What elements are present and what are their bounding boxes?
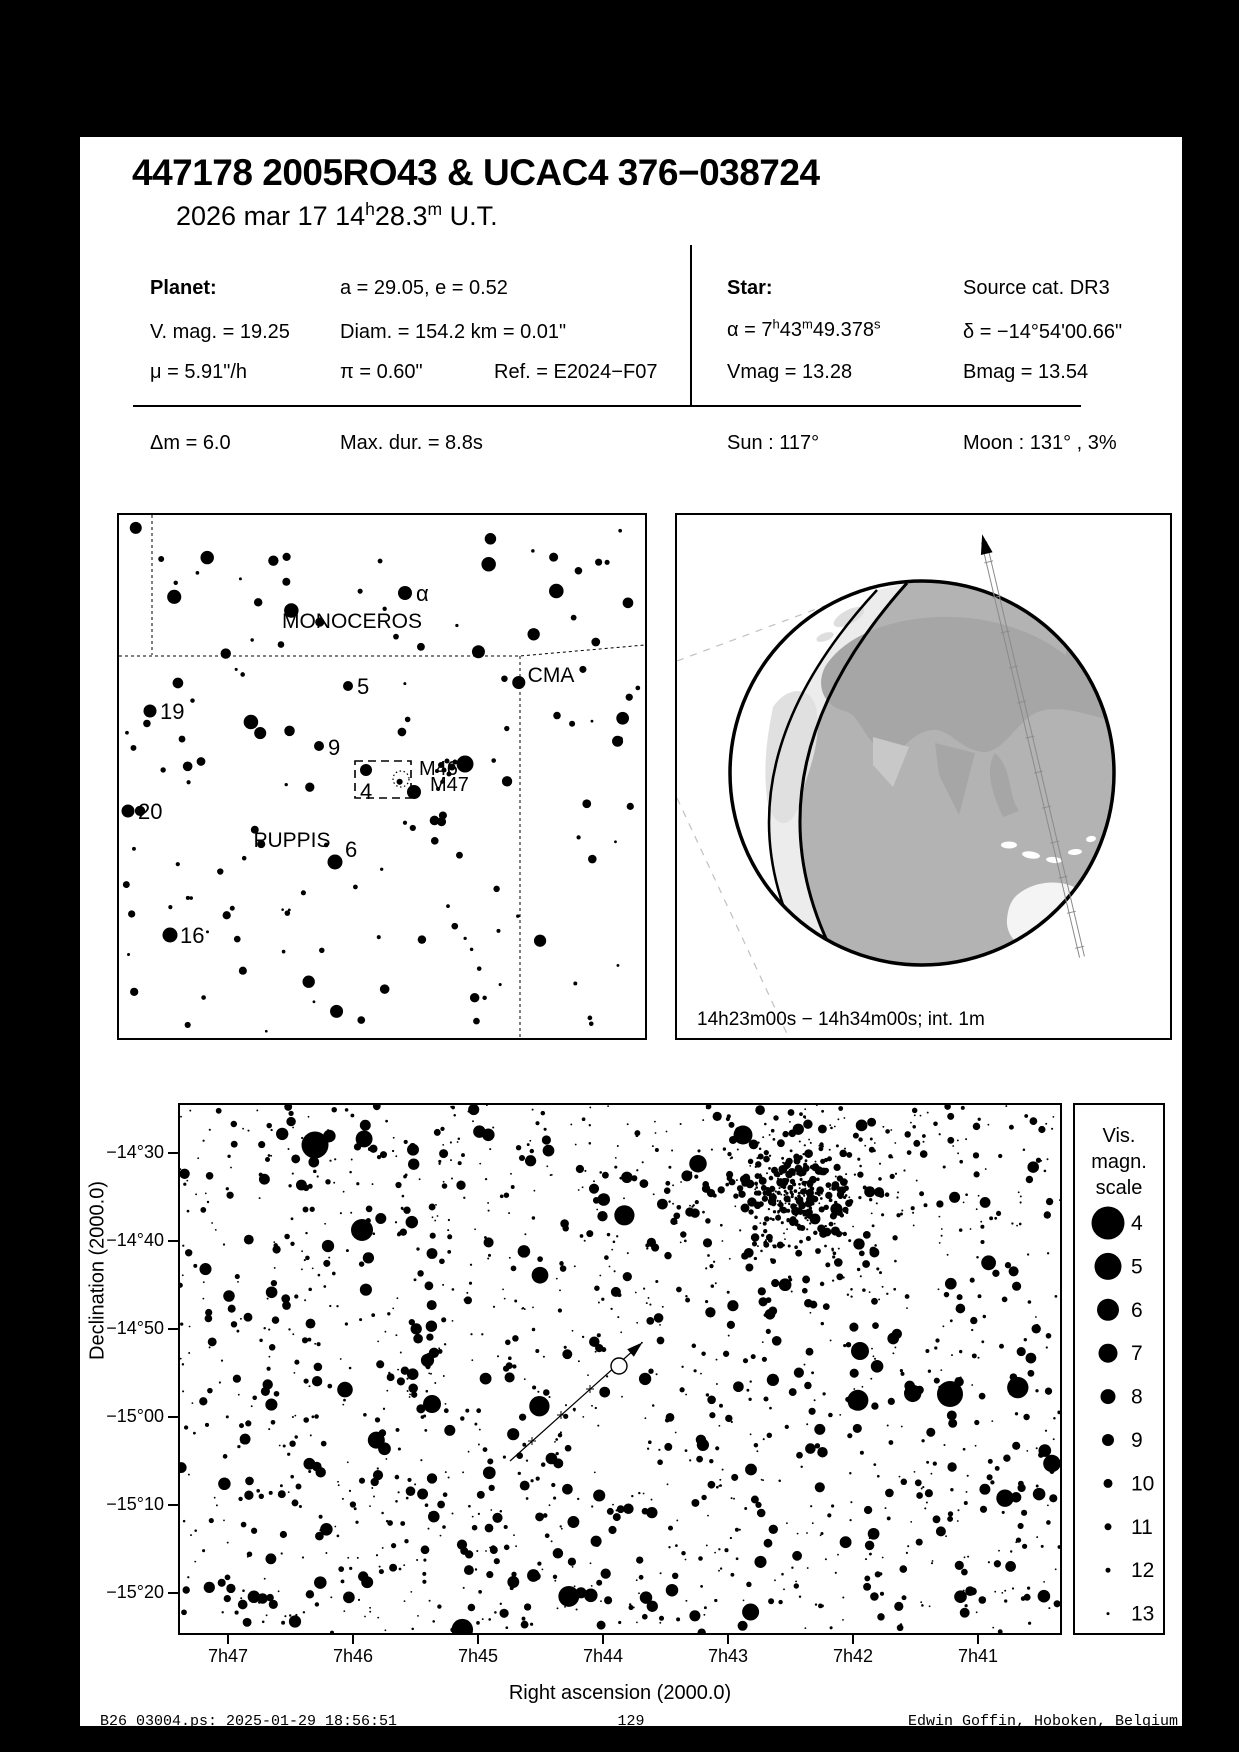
ra-h-sup: h	[772, 316, 780, 332]
x-tick-mark	[727, 1635, 729, 1644]
legend-mag-label: 13	[1131, 1602, 1155, 1626]
event-delta-m: Δm = 6.0	[150, 432, 231, 454]
globe-map	[677, 515, 1170, 1038]
page-title: 447178 2005RO43 & UCAC4 376−038724	[132, 152, 820, 193]
legend-mag-label: 7	[1131, 1342, 1143, 1366]
minute-superscript: m	[427, 199, 443, 219]
m46-cluster-symbol	[393, 771, 409, 787]
event-sun-elongation: Sun : 117°	[727, 432, 820, 454]
planet-orbit: a = 29.05, e = 0.52	[340, 277, 508, 299]
named-star	[144, 705, 157, 718]
star-vmag: Vmag = 13.28	[727, 361, 853, 383]
x-tick-mark	[852, 1635, 854, 1644]
path-direction-arrow	[981, 534, 993, 555]
finder-chart-box	[117, 513, 647, 1040]
legend-dot	[1104, 1479, 1113, 1488]
y-axis-title: Declination (2000.0)	[86, 1181, 109, 1360]
x-tick-label: 7h41	[957, 1646, 999, 1666]
finder-star-label: 6	[345, 837, 358, 862]
minute-text: 28.3	[374, 201, 428, 231]
ra-min: 43	[779, 319, 802, 341]
legend-title-line1: Vis.	[1102, 1125, 1136, 1147]
globe-box	[675, 513, 1172, 1040]
star-dec: δ = −14°54'00.66"	[963, 321, 1123, 343]
legend-mag-label: 11	[1131, 1515, 1153, 1539]
legend-dot	[1092, 1207, 1125, 1240]
y-tick-mark	[168, 1592, 179, 1594]
event-moon-elongation: Moon : 131° , 3%	[963, 432, 1117, 454]
y-tick-label: −14°50	[106, 1318, 164, 1338]
finder-chart	[119, 515, 645, 1038]
x-tick-label: 7h42	[832, 1646, 874, 1666]
event-datetime	[176, 201, 498, 232]
y-tick-label: −15°00	[106, 1406, 164, 1426]
globe-time-caption: 14h23m00s − 14h34m00s; int. 1m	[697, 1009, 985, 1030]
planet-mu: μ = 5.91"/h	[150, 361, 248, 383]
ut-text: U.T.	[442, 201, 498, 231]
landmass	[1001, 842, 1017, 849]
y-tick-mark	[168, 1152, 179, 1154]
magnitude-legend-box	[1073, 1103, 1165, 1635]
footer-author: Edwin Goffin, Hoboken, Belgium	[907, 1713, 1178, 1730]
info-divider	[690, 245, 692, 405]
page-background	[80, 137, 1182, 1730]
finder-star-label: 19	[160, 699, 185, 724]
y-tick-mark	[168, 1416, 179, 1418]
event-max-duration: Max. dur. = 8.8s	[340, 432, 483, 454]
named-star	[343, 681, 353, 691]
star-source-catalog: Source cat. DR3	[963, 277, 1110, 299]
y-tick-label: −15°10	[106, 1494, 164, 1514]
x-axis-title: Right ascension (2000.0)	[508, 1682, 732, 1704]
named-star	[398, 586, 412, 600]
legend-dot	[1106, 1568, 1111, 1573]
x-tick-mark	[602, 1635, 604, 1644]
planet-ref: Ref. = E2024−F07	[494, 361, 658, 383]
legend-title-line2: magn.	[1091, 1151, 1147, 1173]
y-tick-mark	[168, 1328, 179, 1330]
x-tick-label: 7h47	[207, 1646, 249, 1666]
legend-mag-label: 9	[1131, 1429, 1143, 1452]
ra-m-sup: m	[801, 316, 813, 332]
constellation-label: PUPPIS	[253, 829, 331, 852]
info-rule	[133, 405, 1081, 407]
field-chart	[180, 1105, 1060, 1633]
legend-dot	[1107, 1612, 1110, 1615]
finder-star-label: 9	[328, 735, 341, 760]
y-tick-label: −15°20	[106, 1582, 164, 1602]
y-tick-mark	[168, 1240, 179, 1242]
finder-star-label: 5	[357, 674, 370, 699]
constellation-label: CMA	[527, 664, 575, 687]
star-label: Star:	[727, 277, 773, 299]
x-tick-mark	[477, 1635, 479, 1644]
star-bmag: Bmag = 13.54	[963, 361, 1089, 383]
ra-text: α = 7	[727, 319, 773, 341]
finder-star-label: α	[416, 581, 429, 606]
named-star	[163, 928, 178, 943]
legend-dot	[1095, 1253, 1122, 1280]
planet-label: Planet:	[150, 277, 217, 299]
field-chart-box	[178, 1103, 1062, 1635]
planet-diam: Diam. = 154.2 km = 0.01"	[340, 321, 567, 343]
x-tick-label: 7h46	[332, 1646, 374, 1666]
target-star-circle	[611, 1358, 627, 1374]
hour-superscript: h	[365, 199, 375, 219]
named-star	[122, 805, 135, 818]
x-tick-mark	[227, 1635, 229, 1644]
star-ra	[727, 316, 881, 342]
x-tick-label: 7h43	[707, 1646, 749, 1666]
y-tick-label: −14°40	[106, 1230, 164, 1250]
finder-star-label: 16	[180, 923, 205, 948]
legend-mag-label: 10	[1131, 1472, 1155, 1496]
legend-mag-label: 12	[1131, 1559, 1155, 1583]
legend-mag-label: 5	[1131, 1255, 1143, 1279]
legend-dot	[1097, 1299, 1119, 1321]
legend-mag-label: 8	[1131, 1385, 1143, 1409]
footer-page-number: 129	[617, 1713, 645, 1730]
planet-vmag: V. mag. = 19.25	[150, 321, 290, 343]
x-tick-mark	[352, 1635, 354, 1644]
footer-filename: B26_03004.ps: 2025-01-29 18:56:51	[100, 1713, 398, 1730]
target-marker	[510, 1342, 642, 1461]
legend-dot	[1101, 1389, 1116, 1404]
y-tick-label: −14°30	[106, 1142, 164, 1162]
earth-disk	[730, 515, 1170, 1038]
date-text: 2026 mar 17 14	[176, 201, 366, 231]
legend-dot	[1105, 1523, 1112, 1530]
planet-pi: π = 0.60"	[340, 361, 423, 383]
cluster-label: M47	[430, 774, 469, 796]
finder-star-label: 20	[138, 799, 163, 824]
legend-mag-label: 6	[1131, 1298, 1143, 1322]
x-tick-mark	[977, 1635, 979, 1644]
legend-title	[1075, 1123, 1163, 1201]
finder-star-label: 4	[360, 779, 373, 804]
named-star	[360, 764, 372, 776]
legend-dot	[1102, 1434, 1114, 1446]
named-star	[328, 855, 343, 870]
constellation-label: MONOCEROS	[281, 610, 423, 633]
legend-dot	[1099, 1344, 1118, 1363]
cluster-label: M46	[419, 758, 458, 780]
x-tick-label: 7h44	[582, 1646, 624, 1666]
ra-s-sup: s	[873, 316, 881, 332]
legend-mag-label: 4	[1131, 1212, 1143, 1235]
named-star	[314, 741, 324, 751]
x-tick-label: 7h45	[457, 1646, 499, 1666]
boundary-line	[119, 645, 645, 656]
ra-sec: 49.378	[812, 319, 874, 341]
legend-title-line3: scale	[1095, 1177, 1143, 1199]
y-tick-mark	[168, 1504, 179, 1506]
